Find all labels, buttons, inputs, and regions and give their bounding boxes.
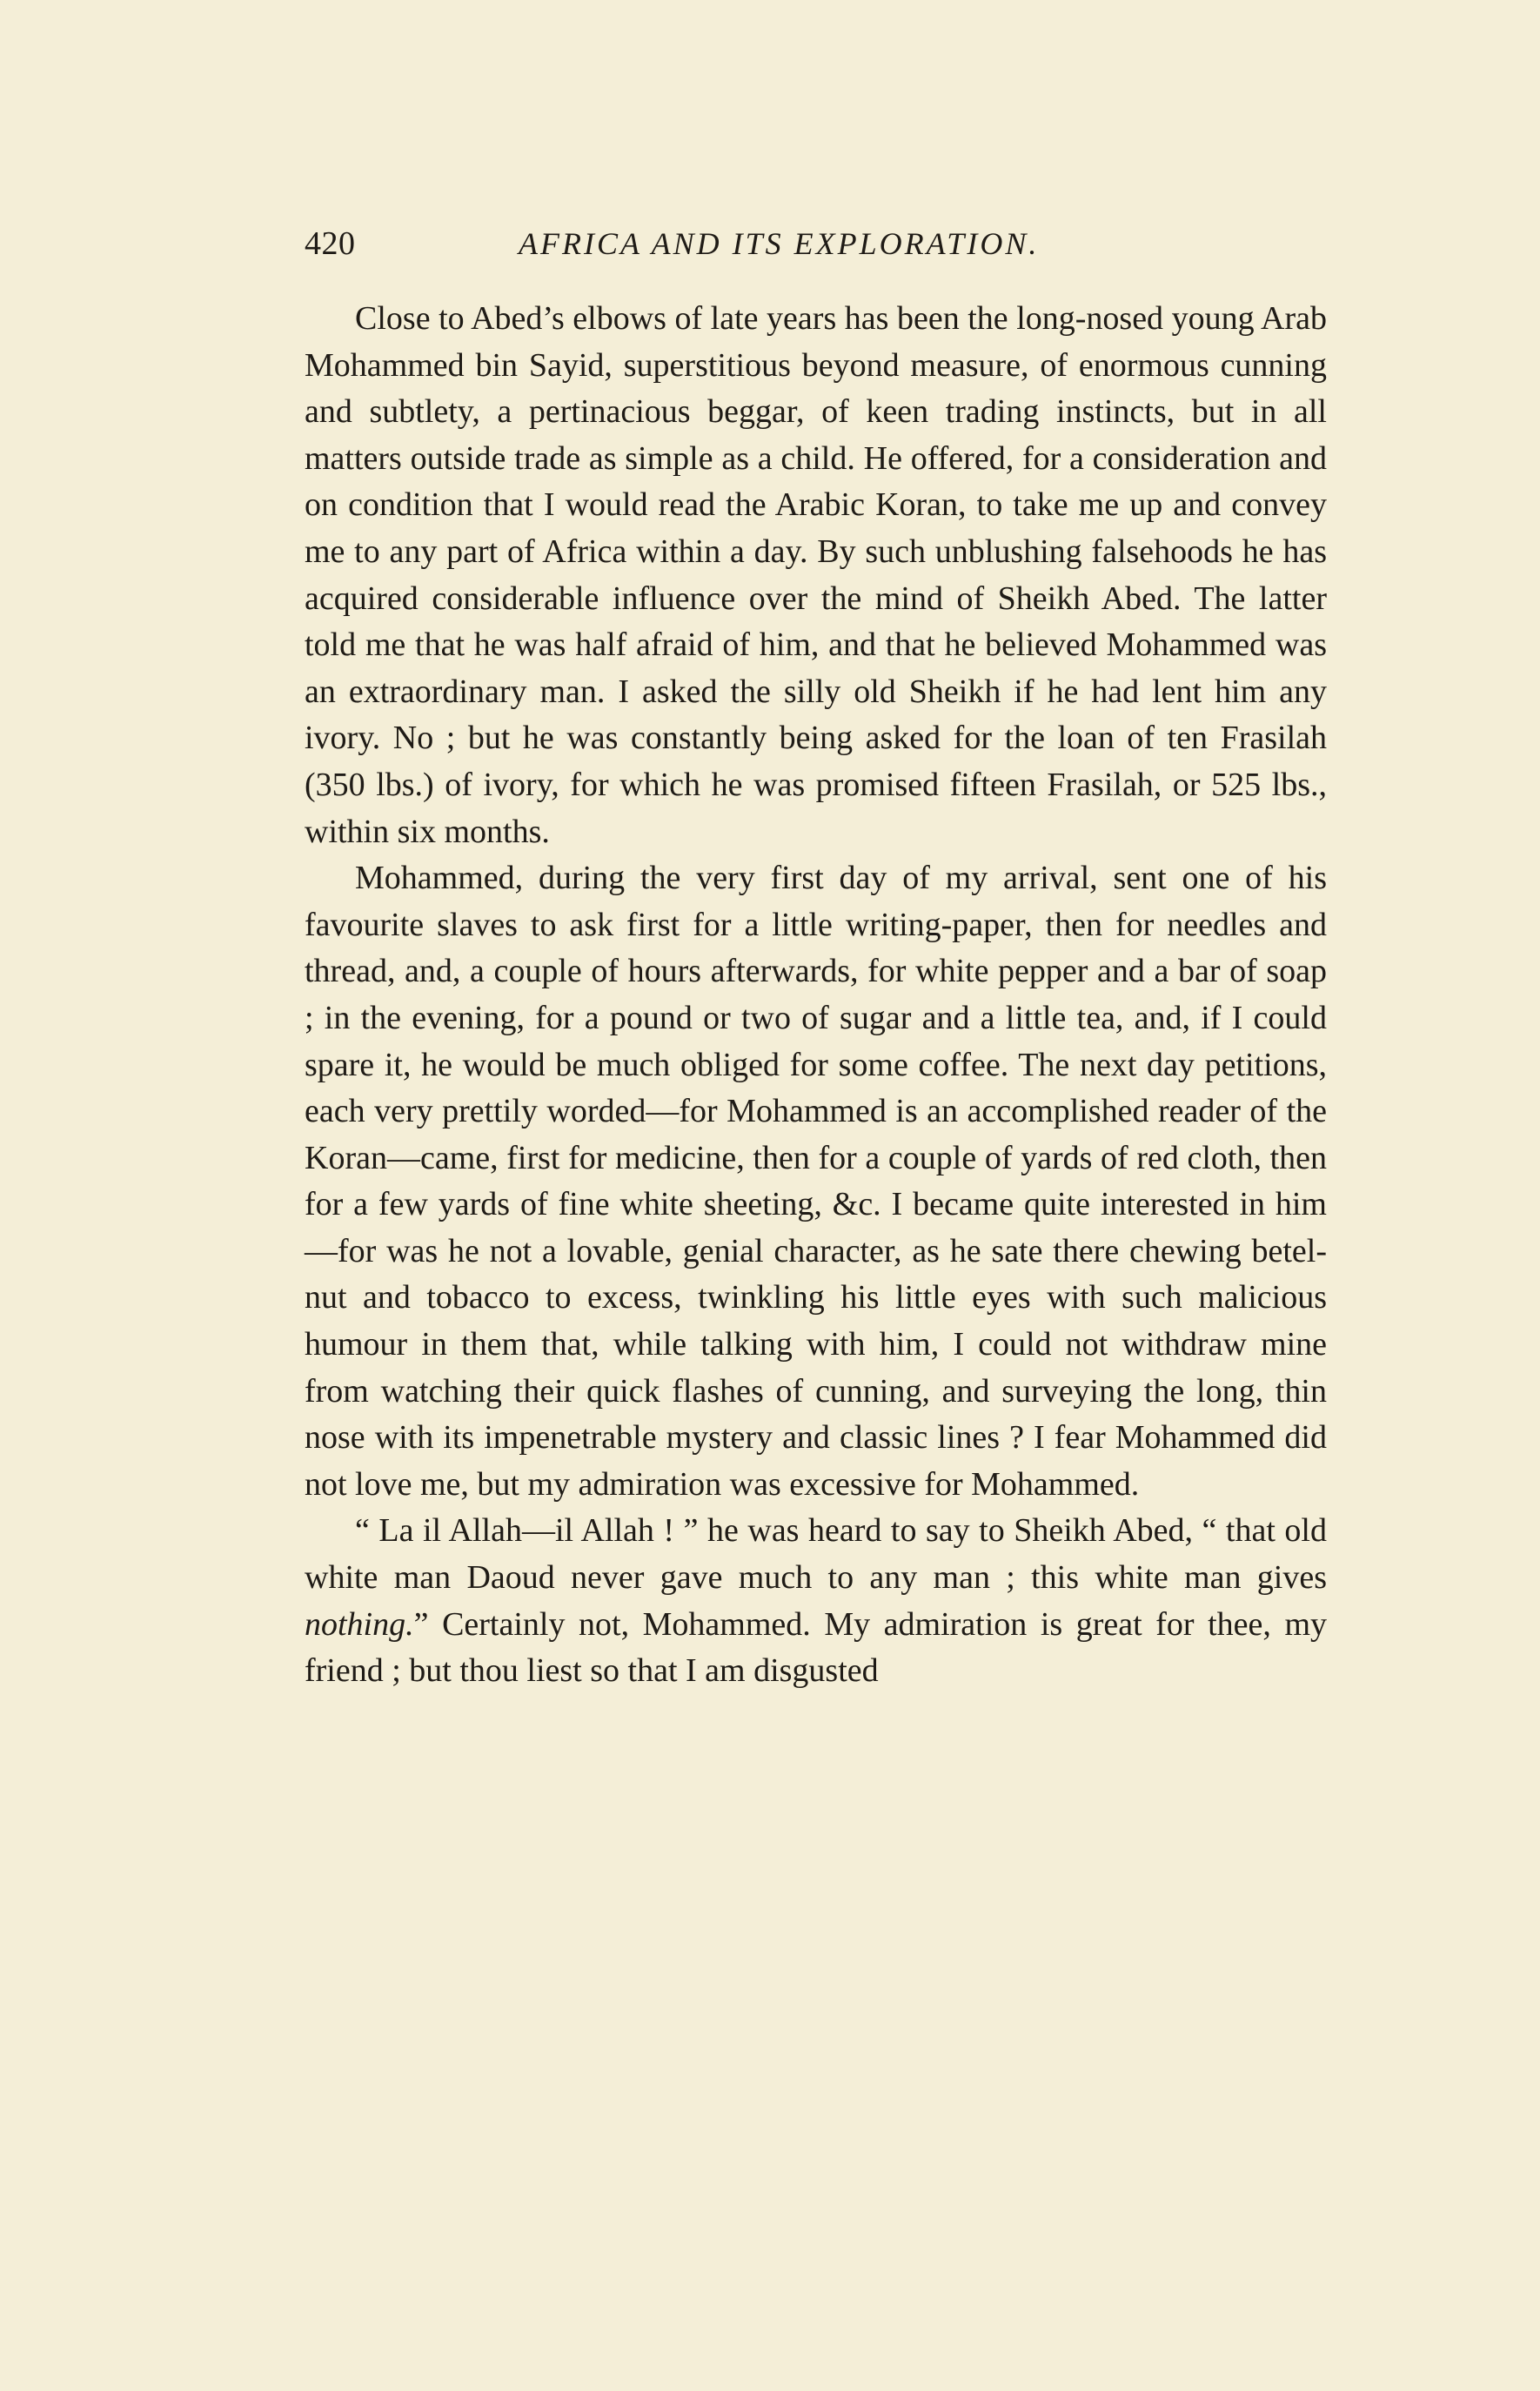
paragraph-2: Mohammed, during the very first day of my arrival, sent one of his favourite slaves to ask first for a little writing-paper, then for needles and thread, and, a couple of hours afterwards, for white pepper and a bar of soap ; in the evening, for a pound or two of sugar and a little tea, and, if I could spare it, he would be much obliged for some coffee. The next day petitions, each very prettily worded—for Mohammed is an accomplished reader of the Koran—came, first for medicine, then for a couple of yards of red cloth, then for a few yards of fine white sheeting, &c. I became quite interested in him—for was he not a lovable, genial character, as he sate there chewing betel-nut and tobacco to excess, twinkling his little eyes with such malicious humour in them that, while talking with him, I could not withdraw mine from watching their quick flashes of cunning, and surveying the long, thin nose with its impenetrable mystery and classic lines ? I fear Mohammed did not love me, but my admiration was excessive for Mohammed. xyxy=(305,860,1327,1503)
body-text xyxy=(305,296,1327,1695)
paragraph-1: Close to Abed’s elbows of late years has been the long-nosed young Arab Mohammed bin Sayid, superstitious beyond measure, of enormous cunning and subtlety, a pertinacious beggar, of keen trading instincts, but in all matters outside trade as simple as a child. He offered, for a consideration and on condition that I would read the Arabic Koran, to take me up and convey me to any part of Africa within a day. By such unblushing falsehoods he has acquired considerable influence over the mind of Sheikh Abed. The latter told me that he was half afraid of him, and that he believed Mohammed was an extraordinary man. I asked the silly old Sheikh if he had lent him any ivory. No ; but he was constantly being asked for the loan of ten Frasilah (350 lbs.) of ivory, for which he was promised fifteen Frasilah, or 525 lbs., within six months. xyxy=(305,300,1327,850)
paragraph-3 xyxy=(305,1508,1327,1694)
paragraph-3-text: “ La il Allah—il Allah ! ” he was heard to say to Sheikh Abed, “ that old white man Daoud never gave much to any man ; this white man gives xyxy=(305,1512,1327,1597)
paragraph-3-continuation: Certainly not, Mohammed. My admiration is great for thee, my friend ; but thou liest so that I am disgusted xyxy=(305,1605,1328,1690)
running-title: AFRICA AND ITS EXPLORATION. xyxy=(519,226,1040,261)
closing-quote: ” xyxy=(413,1605,429,1643)
page-number: 420 xyxy=(305,225,356,262)
page-header xyxy=(305,224,1327,263)
italic-word: nothing. xyxy=(305,1605,414,1643)
